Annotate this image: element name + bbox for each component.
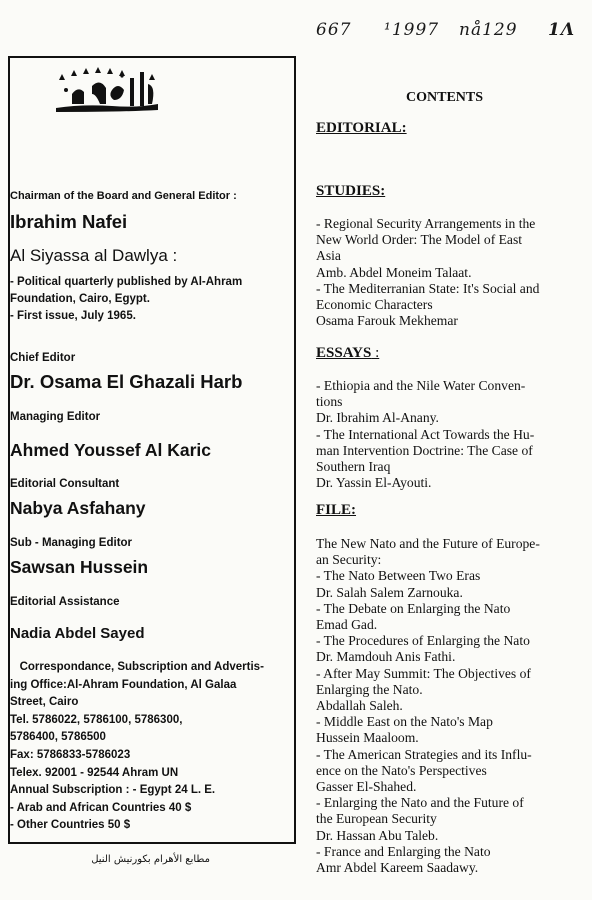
list-item: - The Nato Between Two Eras xyxy=(316,568,481,584)
managing-editor-label: Managing Editor xyxy=(10,411,101,423)
list-item: Dr. Mamdouh Anis Fathi. xyxy=(316,649,456,665)
editorial-assistance-label: Editorial Assistance xyxy=(10,596,120,608)
contents-title: CONTENTS xyxy=(406,90,484,105)
corr-line: - Arab and African Countries 40 $ xyxy=(10,801,192,814)
editorial-consultant-name: Nabya Asfahany xyxy=(10,498,146,518)
list-item: - Enlarging the Nato and the Future of xyxy=(316,795,524,811)
handwritten-note-3: nå129 xyxy=(459,20,518,40)
list-item: Dr. Hassan Abu Taleb. xyxy=(316,827,439,843)
list-item: Amr Abdel Kareem Saadawy. xyxy=(316,860,479,876)
list-item: - The Debate on Enlarging the Nato xyxy=(316,600,511,616)
list-item: the European Security xyxy=(316,811,437,827)
corr-line: Tel. 5786022, 5786100, 5786300, xyxy=(10,713,183,726)
list-item: The New Nato and the Future of Europe- xyxy=(316,536,540,551)
chief-editor-label: Chief Editor xyxy=(10,352,76,364)
al-ahram-logo-graphic xyxy=(52,64,162,114)
chairman-name: Ibrahim Nafei xyxy=(10,211,128,232)
list-item: an Security: xyxy=(316,552,382,568)
list-item: Amb. Abdel Moneim Talaat. xyxy=(316,264,472,280)
list-item: Osama Farouk Mekhemar xyxy=(316,313,458,329)
essays-list xyxy=(316,378,582,491)
list-item: man Intervention Doctrine: The Case of xyxy=(316,442,533,458)
corr-line: Annual Subscription : - Egypt 24 L. E. xyxy=(10,784,216,797)
essays-heading xyxy=(316,345,379,362)
description-line-1: - Political quarterly published by Al-Ahram xyxy=(10,276,243,288)
essays-heading-text: ESSAYS xyxy=(316,345,372,361)
list-item: Dr. Ibrahim Al-Anany. xyxy=(316,410,439,426)
description-line-3: - First issue, July 1965. xyxy=(10,310,136,322)
list-item: - The Mediterranian State: It's Social and xyxy=(316,280,540,296)
handwritten-note-1: 667 xyxy=(316,20,352,40)
al-ahram-logo xyxy=(52,64,162,114)
studies-heading: STUDIES: xyxy=(316,183,386,199)
corr-line: Telex. 92001 - 92544 Ahram UN xyxy=(10,766,179,779)
list-item: - Middle East on the Nato's Map xyxy=(316,714,493,730)
list-item: Enlarging the Nato. xyxy=(316,681,423,697)
handwritten-note-2: ¹1997 xyxy=(384,20,440,40)
list-item: - Ethiopia and the Nile Water Conven- xyxy=(316,378,526,393)
essays-heading-colon: : xyxy=(371,345,380,361)
list-item: Dr. Yassin El-Ayouti. xyxy=(316,475,432,491)
list-item: Dr. Salah Salem Zarnouka. xyxy=(316,584,463,600)
corr-line: ing Office:Al-Ahram Foundation, Al Galaa xyxy=(10,678,237,691)
editorial-heading: EDITORIAL: xyxy=(316,120,407,136)
list-item: - France and Enlarging the Nato xyxy=(316,843,491,859)
sub-managing-editor-name: Sawsan Hussein xyxy=(10,557,149,577)
editorial-consultant-label: Editorial Consultant xyxy=(10,478,120,490)
list-item: Hussein Maaloom. xyxy=(316,730,419,746)
list-item: - The International Act Towards the Hu- xyxy=(316,426,535,442)
list-item: Gasser El-Shahed. xyxy=(316,779,417,795)
editorial-assistance-name: Nadia Abdel Sayed xyxy=(10,625,145,642)
corr-line: Correspondance, Subscription and Advertis- xyxy=(10,661,264,673)
studies-list xyxy=(316,216,582,329)
corr-line: - Other Countries 50 $ xyxy=(10,819,131,832)
list-item: ence on the Nato's Perspectives xyxy=(316,762,487,778)
list-item: Emad Gad. xyxy=(316,617,378,633)
managing-editor-name: Ahmed Youssef Al Karic xyxy=(10,440,211,460)
list-item: - Regional Security Arrangements in the xyxy=(316,216,536,231)
publication-name: Al Siyassa al Dawlya : xyxy=(10,246,178,265)
list-item: Asia xyxy=(316,248,341,264)
list-item: - The Procedures of Enlarging the Nato xyxy=(316,633,530,649)
list-item: tions xyxy=(316,394,343,410)
corr-line: 5786400, 5786500 xyxy=(10,731,106,744)
description-line-2: Foundation, Cairo, Egypt. xyxy=(10,293,150,305)
chairman-label: Chairman of the Board and General Editor : xyxy=(10,190,237,202)
chief-editor-name: Dr. Osama El Ghazali Harb xyxy=(10,371,243,392)
list-item: Abdallah Saleh. xyxy=(316,698,403,714)
list-item: - The American Strategies and its Influ- xyxy=(316,746,532,762)
handwritten-note-4: 1Λ xyxy=(548,20,576,40)
corr-line: Street, Cairo xyxy=(10,696,79,709)
printer-imprint: مطابع الأهرام بكورنيش النيل xyxy=(91,854,210,865)
file-heading: FILE: xyxy=(316,502,357,518)
list-item: New World Order: The Model of East xyxy=(316,232,523,248)
file-list xyxy=(316,536,582,876)
list-item: - After May Summit: The Objectives of xyxy=(316,665,531,681)
corr-line: Fax: 5786833-5786023 xyxy=(10,748,131,761)
list-item: Southern Iraq xyxy=(316,459,391,475)
list-item: Economic Characters xyxy=(316,297,433,313)
sub-managing-editor-label: Sub - Managing Editor xyxy=(10,537,133,549)
